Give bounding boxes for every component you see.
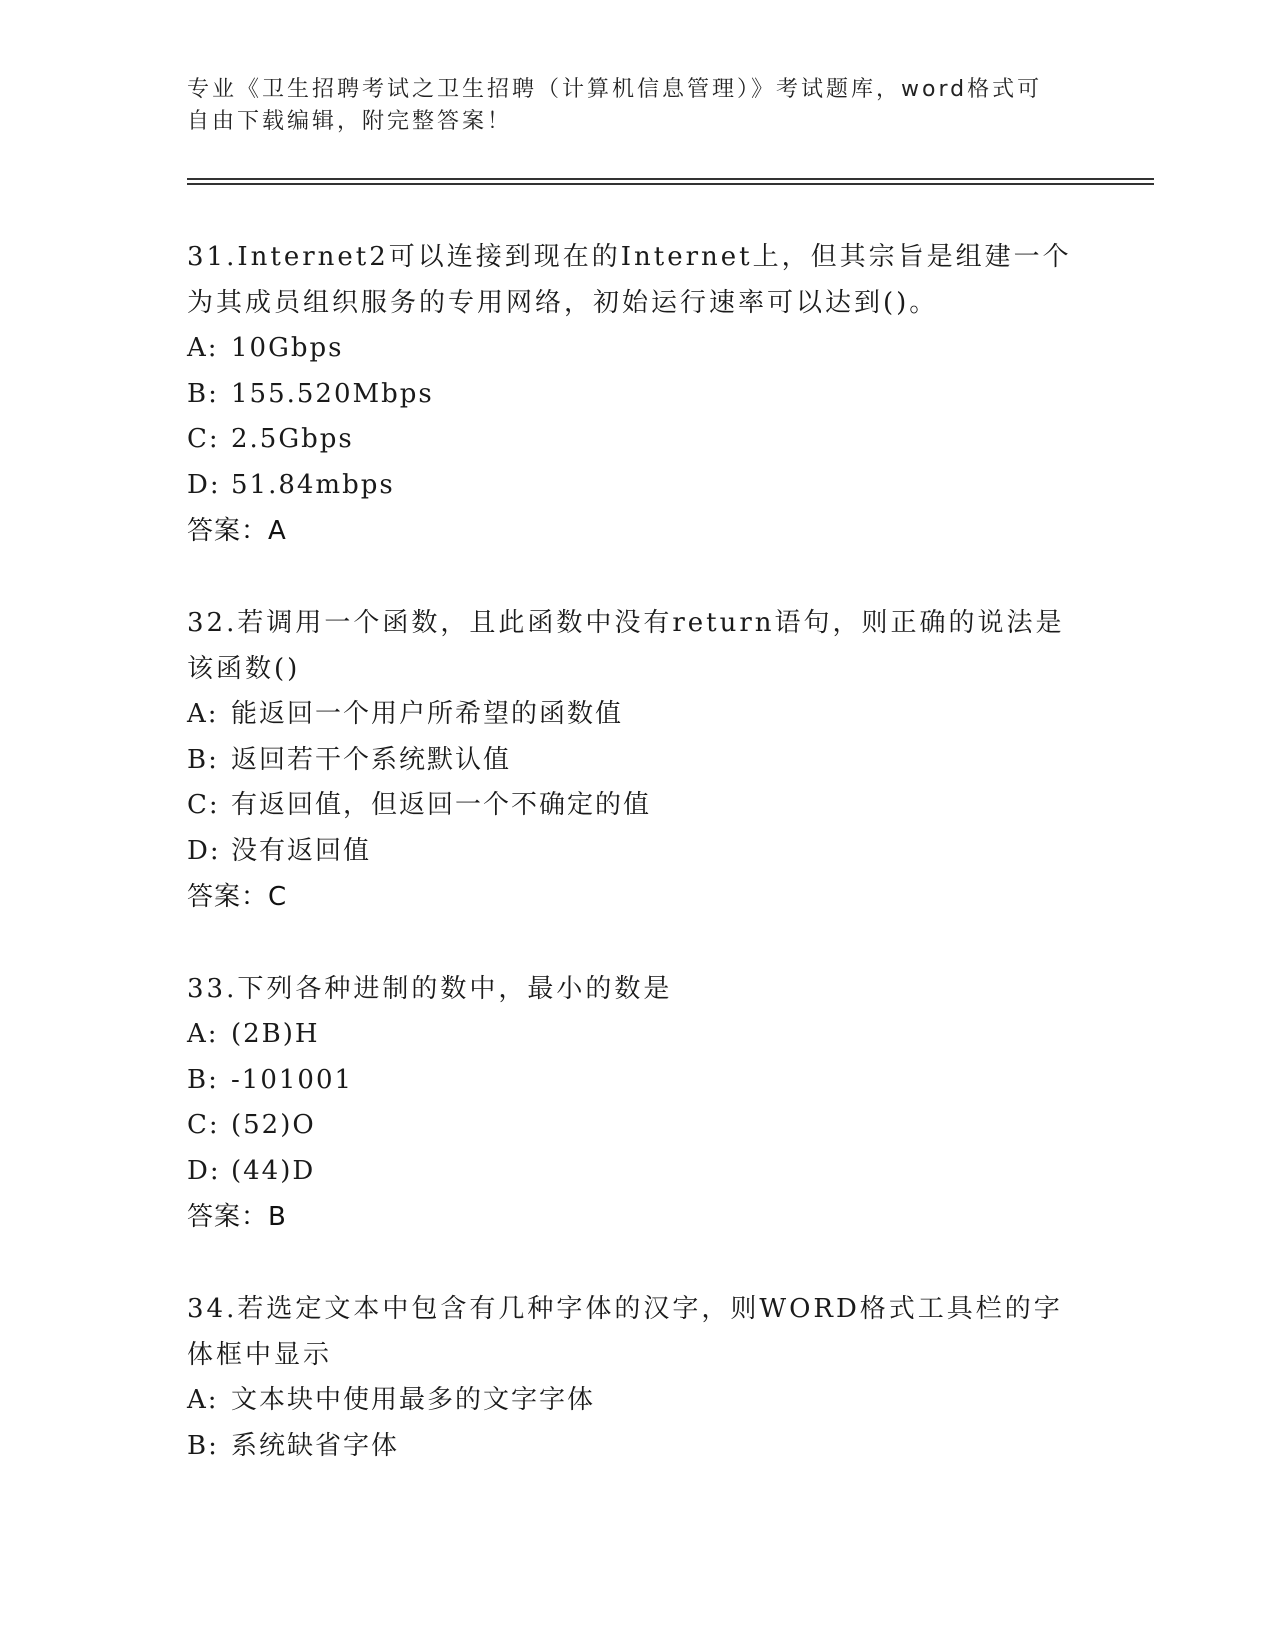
option-letter: B:	[187, 744, 219, 775]
option-d	[187, 829, 1087, 875]
option-b	[187, 372, 1087, 418]
answer-line: 答案：B	[187, 1202, 287, 1232]
question-stem: 31.Internet2可以连接到现在的Internet上，但其宗旨是组建一个为其成员组织服务的专用网络，初始运行速率可以达到()。	[187, 242, 1072, 318]
option-d	[187, 1149, 1087, 1195]
option-text: (2B)H	[231, 1019, 320, 1049]
option-text: 51.84mbps	[231, 469, 395, 500]
document-header: 专业《卫生招聘考试之卫生招聘（计算机信息管理）》考试题库，word格式可自由下载编辑，附完整答案！	[187, 77, 1043, 134]
option-letter: D:	[187, 469, 221, 500]
option-letter: D:	[187, 1155, 221, 1186]
header-divider-bottom	[187, 183, 1154, 185]
option-letter: A:	[187, 1019, 219, 1049]
option-letter: B:	[187, 1430, 219, 1461]
option-letter: B:	[187, 378, 219, 409]
option-text: 有返回值，但返回一个不确定的值	[231, 790, 652, 820]
option-letter: C:	[187, 424, 220, 454]
option-a	[187, 326, 1087, 372]
option-b	[187, 1058, 1087, 1104]
option-text: 能返回一个用户所希望的函数值	[231, 699, 624, 729]
option-letter: B:	[187, 1064, 219, 1095]
header-divider-top	[187, 178, 1154, 180]
option-text: (52)O	[231, 1110, 316, 1140]
option-b	[187, 1424, 1087, 1470]
question-33	[187, 966, 1087, 1240]
answer-line: 答案：C	[187, 882, 288, 912]
question-stem: 32.若调用一个函数，且此函数中没有return语句，则正确的说法是该函数()	[187, 608, 1065, 684]
option-letter: A:	[187, 333, 219, 363]
question-stem: 34.若选定文本中包含有几种字体的汉字，则WORD格式工具栏的字体框中显示	[187, 1294, 1063, 1370]
option-text: 2.5Gbps	[231, 424, 354, 454]
option-text: 10Gbps	[231, 333, 344, 363]
option-c	[187, 783, 1087, 829]
option-a	[187, 1378, 1087, 1424]
option-text: (44)D	[231, 1155, 316, 1186]
option-letter: C:	[187, 1110, 220, 1140]
option-text: 系统缺省字体	[231, 1430, 400, 1461]
option-letter: D:	[187, 835, 221, 866]
option-text: 没有返回值	[231, 835, 372, 866]
option-text: 文本块中使用最多的文字字体	[231, 1385, 596, 1415]
option-letter: A:	[187, 699, 219, 729]
option-text: -101001	[231, 1064, 354, 1095]
option-a	[187, 1012, 1087, 1058]
question-32	[187, 600, 1087, 920]
option-b	[187, 738, 1087, 784]
option-a	[187, 692, 1087, 738]
option-letter: A:	[187, 1385, 219, 1415]
option-c	[187, 417, 1087, 463]
option-c	[187, 1103, 1087, 1149]
option-text: 返回若干个系统默认值	[231, 744, 512, 775]
question-31	[187, 234, 1087, 554]
question-stem: 33.下列各种进制的数中，最小的数是	[187, 974, 673, 1004]
option-letter: C:	[187, 790, 220, 820]
answer-line: 答案：A	[187, 516, 287, 546]
question-34	[187, 1286, 1087, 1469]
option-text: 155.520Mbps	[231, 378, 434, 409]
option-d	[187, 463, 1087, 509]
